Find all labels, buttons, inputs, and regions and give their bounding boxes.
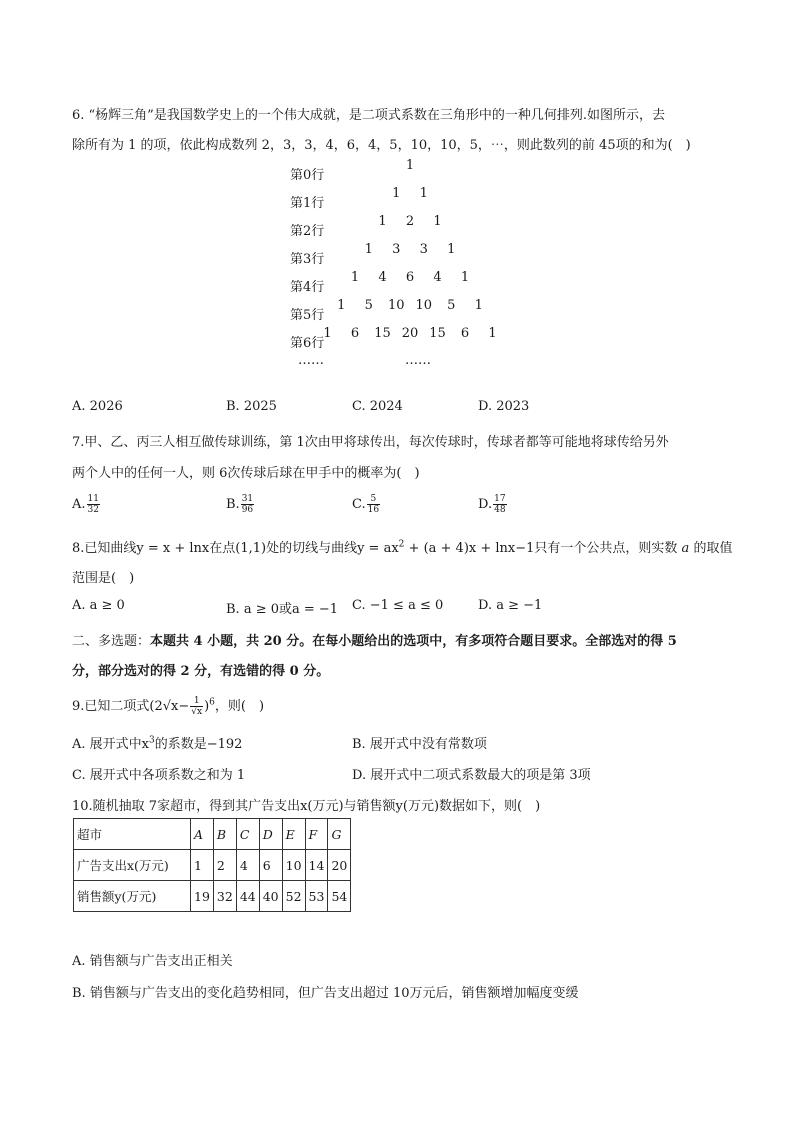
triangle-number: 10 <box>387 298 405 313</box>
q7-option-a-fraction: $\frac{11}{32}$ <box>87 494 99 515</box>
q7-option-d-letter: D. <box>478 497 493 512</box>
triangle-number: 1 <box>405 158 415 173</box>
table-cell: 52 <box>282 881 305 912</box>
triangle-number: 6 <box>460 326 470 341</box>
table-cell: 40 <box>259 881 282 912</box>
triangle-row-label: 第3行 <box>290 252 325 267</box>
table-row <box>74 881 351 912</box>
table-cell: A <box>191 819 214 850</box>
table-row <box>74 850 351 881</box>
q9-option-c: C. 展开式中各项系数之和为 1 <box>72 768 246 783</box>
table-cell: 44 <box>236 881 259 912</box>
triangle-number: 1 <box>460 270 470 285</box>
triangle-number: 1 <box>419 186 428 201</box>
table-cell: 19 <box>191 881 214 912</box>
table-cell: 2 <box>213 850 236 881</box>
q7-option-c-fraction: $\frac{5}{16}$ <box>367 494 380 515</box>
q7-option-a <box>72 494 101 515</box>
triangle-number: 20 <box>401 326 419 341</box>
table-cell: 4 <box>236 850 259 881</box>
triangle-row-label: 第4行 <box>290 280 325 295</box>
table-cell: 1 <box>191 850 214 881</box>
q6-stem-line2: 除所有为 1 的项，依此构成数列 2，3，3，4，6，4，5，10，10，5，⋯，则此数列的前 45项的和为( ) <box>72 138 691 153</box>
triangle-number: 6 <box>350 326 360 341</box>
triangle-number: 4 <box>378 270 387 285</box>
table-cell: 20 <box>328 850 351 881</box>
triangle-number: 1 <box>488 326 497 341</box>
q6-option-d: D. 2023 <box>478 399 530 414</box>
triangle-ellipsis-mid: …… <box>405 353 431 368</box>
triangle-number: 1 <box>392 186 401 201</box>
q10-option-a: A. 销售额与广告支出正相关 <box>72 954 233 969</box>
q7-stem-line2: 两个人中的任何一人，则 6次传球后球在甲手中的概率为( ) <box>72 466 420 481</box>
section2-heading-line1: 二、多选题：本题共 4 小题，共 20 分。在每小题给出的选项中，有多项符合题目要求。全部选对的得 5 <box>72 634 677 649</box>
triangle-number: 15 <box>429 326 446 341</box>
q7-option-d-fraction: $\frac{17}{48}$ <box>494 494 506 515</box>
triangle-number: 1 <box>337 298 346 313</box>
triangle-row-label: 第6行 <box>290 336 325 351</box>
triangle-ellipsis-left: …… <box>298 353 324 368</box>
triangle-number: 6 <box>405 270 415 285</box>
table-cell: E <box>282 819 305 850</box>
q6-stem-line1: 6. “杨辉三角”是我国数学史上的一个伟大成就，是二项式系数在三角形中的一种几何排列.如图所示，去 <box>72 108 665 123</box>
table-cell: F <box>305 819 328 850</box>
table-cell: 14 <box>305 850 328 881</box>
table-header-row <box>74 819 351 850</box>
triangle-number: 5 <box>364 298 373 313</box>
triangle-number: 1 <box>474 298 483 313</box>
q7-option-b-fraction: $\frac{31}{96}$ <box>241 494 254 515</box>
q7-option-a-letter: A. <box>72 497 86 512</box>
table-cell: 超市 <box>74 819 191 850</box>
table-cell: 10 <box>282 850 305 881</box>
triangle-number: 1 <box>323 326 332 341</box>
q8-option-d: D. a ≥ −1 <box>478 598 543 613</box>
table-cell: 32 <box>213 881 236 912</box>
triangle-number: 1 <box>447 242 456 257</box>
q7-option-c <box>352 494 381 515</box>
table-cell: 6 <box>259 850 282 881</box>
triangle-number: 4 <box>433 270 442 285</box>
triangle-number: 2 <box>405 214 415 229</box>
triangle-row-label: 第2行 <box>290 224 325 239</box>
q9-option-d: D. 展开式中二项式系数最大的项是第 3项 <box>352 768 591 783</box>
q8-option-b: B. a ≥ 0或a = −1 <box>226 602 339 617</box>
triangle-row-label: 第0行 <box>290 168 325 183</box>
q9-option-b: B. 展开式中没有常数项 <box>352 737 487 752</box>
triangle-number: 15 <box>374 326 391 341</box>
table-cell: 54 <box>328 881 351 912</box>
triangle-number: 1 <box>378 214 387 229</box>
triangle-number: 1 <box>433 214 442 229</box>
q7-option-c-letter: C. <box>352 497 366 512</box>
q10-option-b: B. 销售额与广告支出的变化趋势相同，但广告支出超过 10万元后，销售额增加幅度变缓 <box>72 986 579 1001</box>
q6-option-b: B. 2025 <box>226 399 277 414</box>
triangle-number: 3 <box>392 242 401 257</box>
q9-fraction: $\frac{1}{√x}$ <box>191 696 203 717</box>
q8-stem-line1: 8.已知曲线y = x + lnx在点(1,1)处的切线与曲线$y = ax^2 + (a + 4)x + \ln x-1$只有一个公共点，则实数 a 的取值 <box>72 539 733 556</box>
q7-option-b <box>226 494 255 515</box>
table-cell: 销售额y(万元) <box>74 881 191 912</box>
triangle-number: 3 <box>419 242 428 257</box>
table-cell: B <box>213 819 236 850</box>
table-cell: D <box>259 819 282 850</box>
table-cell: 广告支出x(万元) <box>74 850 191 881</box>
table-cell: 53 <box>305 881 328 912</box>
q7-option-d <box>478 494 508 515</box>
section2-heading-line2: 分，部分选对的得 2 分，有选错的得 0 分。 <box>72 664 330 679</box>
table-cell: G <box>328 819 351 850</box>
triangle-row-label: 第1行 <box>290 196 325 211</box>
q8-option-c: C. −1 ≤ a ≤ 0 <box>352 598 444 613</box>
q8-option-a: A. a ≥ 0 <box>72 598 125 613</box>
triangle-number: 5 <box>447 298 456 313</box>
q6-option-c: C. 2024 <box>352 399 403 414</box>
triangle-number: 1 <box>364 242 373 257</box>
triangle-number: 1 <box>350 270 360 285</box>
q9-option-a: A. 展开式中$x^3$的系数是−192 <box>72 735 243 752</box>
q7-option-b-letter: B. <box>226 497 240 512</box>
q8-stem-line2: 范围是( ) <box>72 571 135 586</box>
triangle-row-label: 第5行 <box>290 308 325 323</box>
q9-stem: 9.已知二项式(2√x− $\frac{1}{√x}$ )$^6$，则( ) <box>72 696 265 717</box>
q10-data-table <box>73 818 351 912</box>
triangle-number: 10 <box>415 298 433 313</box>
table-cell: C <box>236 819 259 850</box>
q7-stem-line1: 7.甲、乙、丙三人相互做传球训练，第 1次由甲将球传出，每次传球时，传球者都等可能地将球传给另外 <box>72 435 669 450</box>
q6-option-a: A. 2026 <box>72 399 123 414</box>
q10-stem: 10.随机抽取 7家超市，得到其广告支出x(万元)与销售额y(万元)数据如下，则( ) <box>72 799 541 814</box>
